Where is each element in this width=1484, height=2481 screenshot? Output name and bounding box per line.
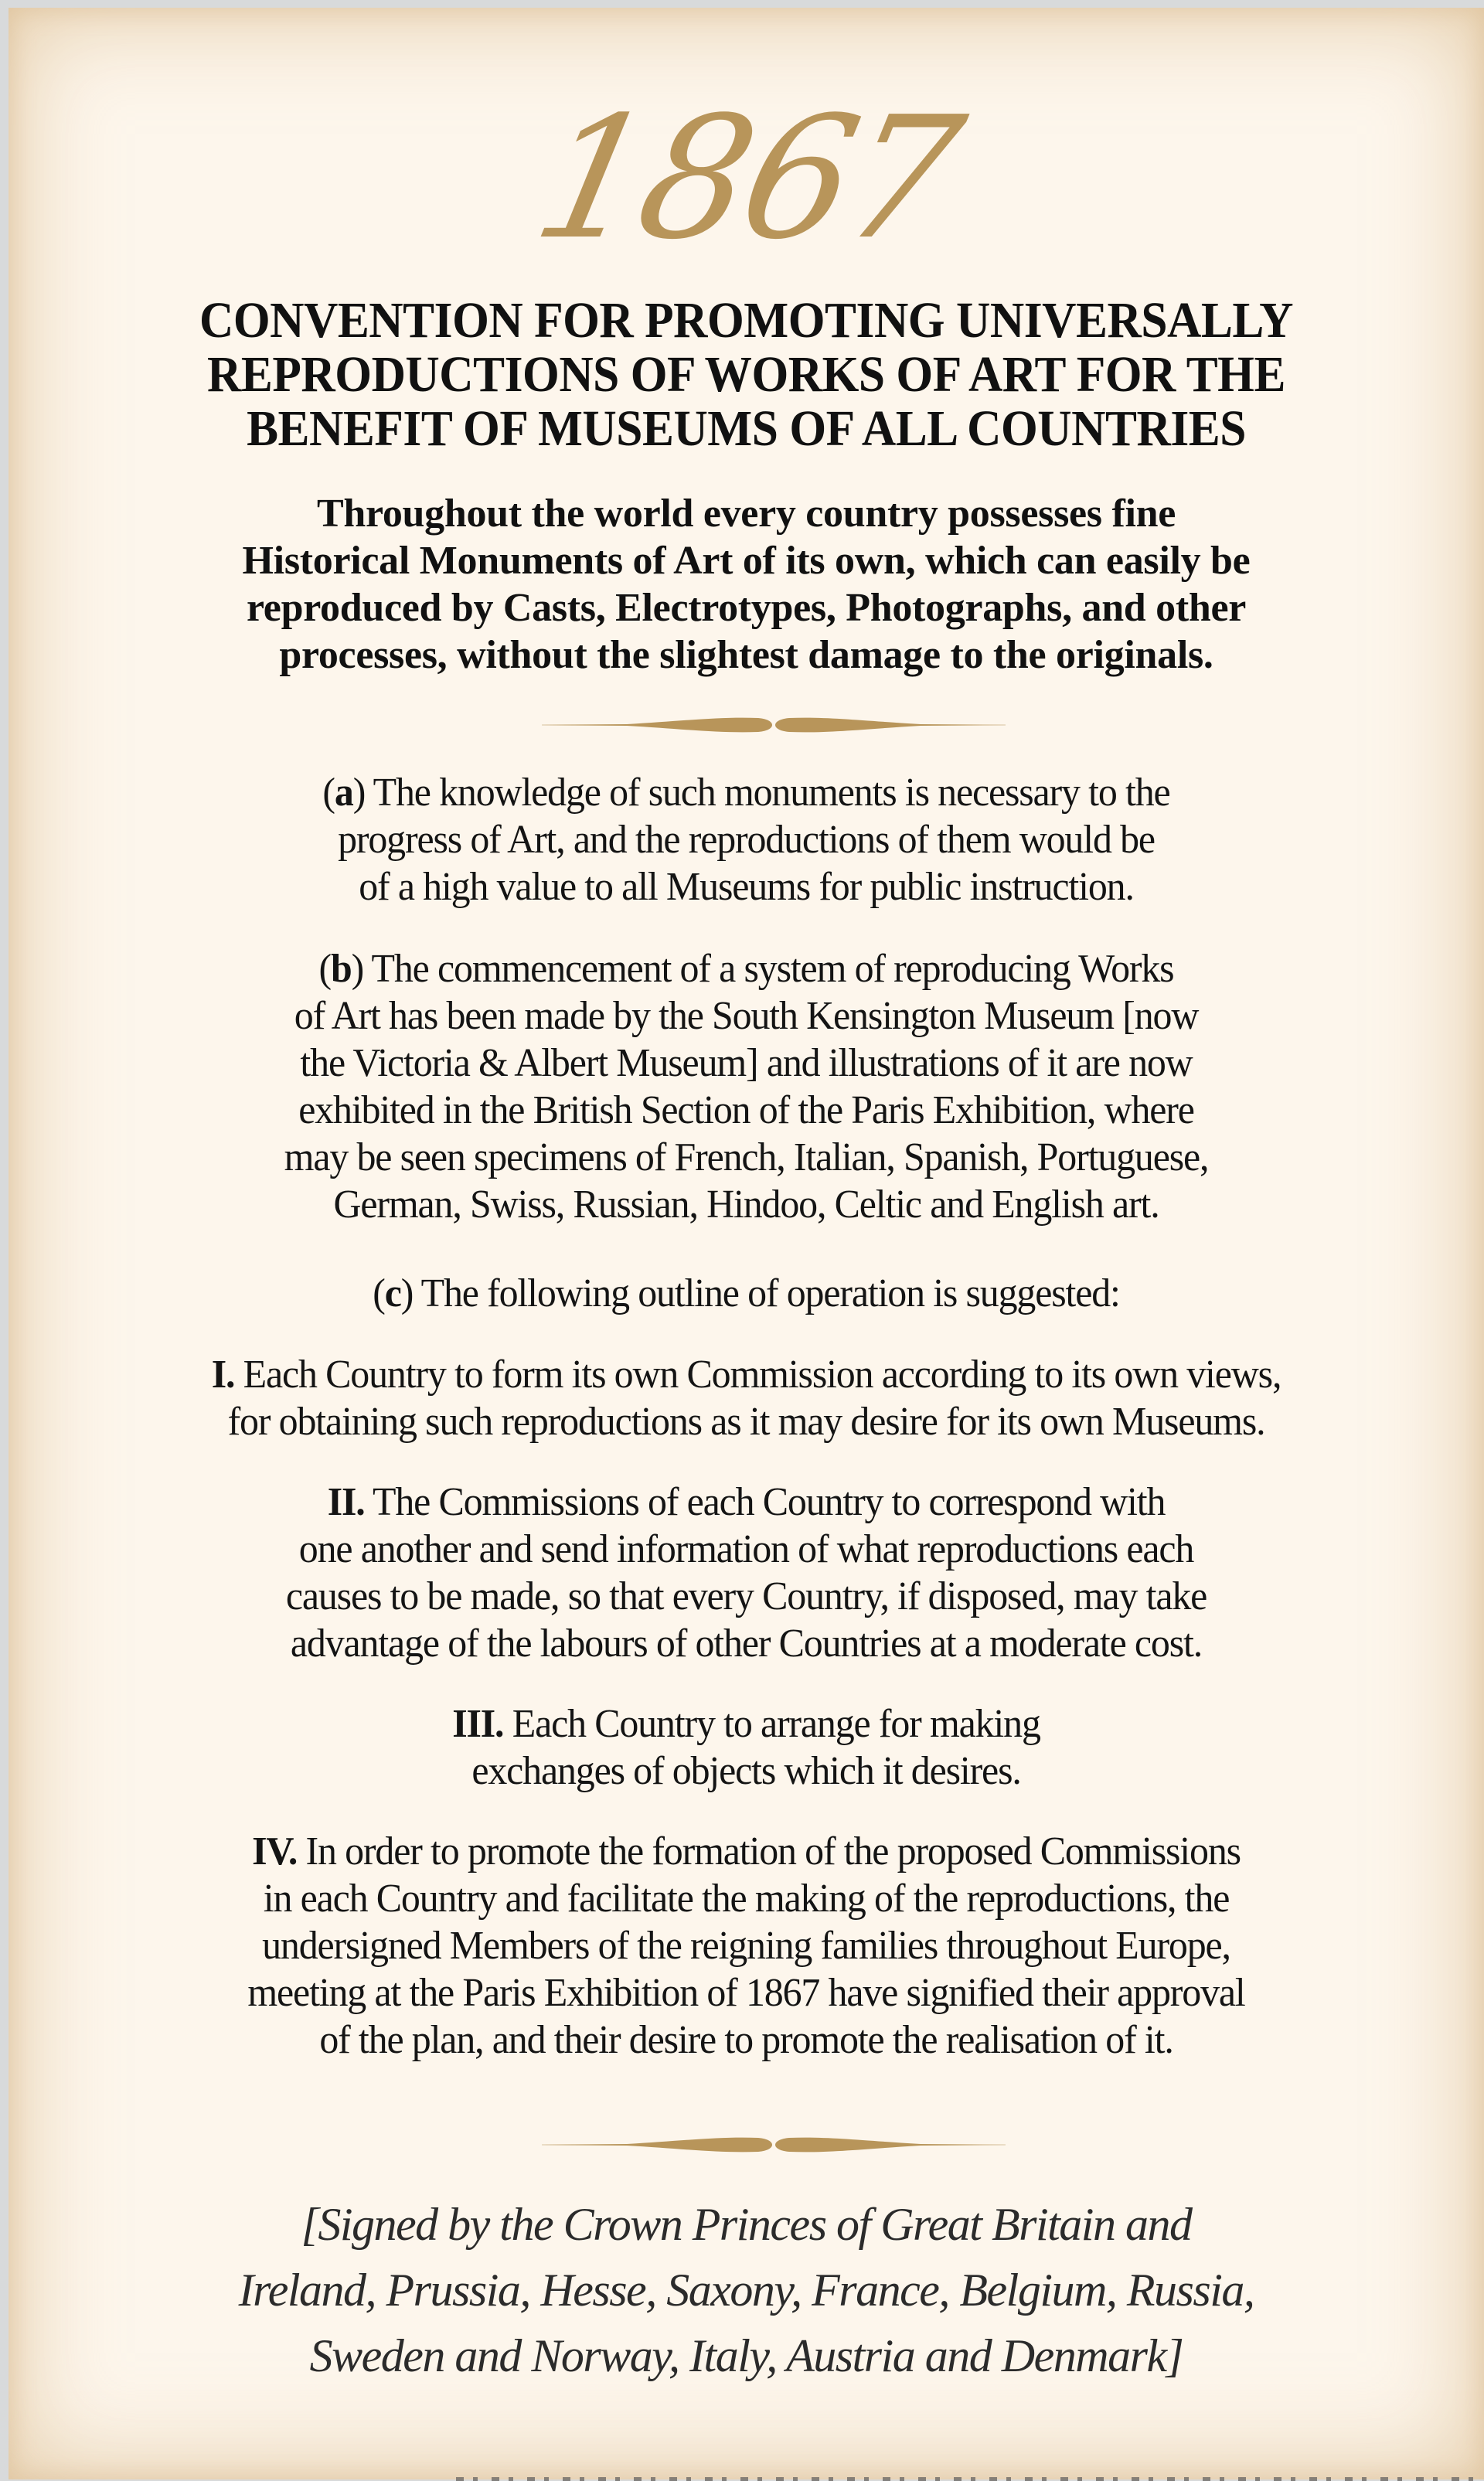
section-text: The following outline of operation is suggested:: [420, 1271, 1120, 1315]
section-a-line: of a high value to all Museums for public instruction.: [359, 865, 1134, 909]
intro-line: Throughout the world every country possesses fine: [316, 492, 1176, 536]
section-IV-line: in each Country and facilitate the making of the reproductions, the: [263, 1877, 1230, 1921]
section-I-line: [38, 1351, 1455, 1398]
title-line: BENEFIT OF MUSEUMS OF ALL COUNTRIES: [247, 400, 1246, 457]
section-IV-line: of the plan, and their desire to promote the realisation of it.: [319, 2018, 1173, 2062]
section-text: The Commissions of each Country to correspond with: [373, 1480, 1166, 1524]
section-II-line: one another and send information of what reproductions each: [298, 1527, 1194, 1571]
section-I-line: for obtaining such reproductions as it may desire for its own Museums.: [227, 1400, 1265, 1444]
signature-block: [9, 2192, 1484, 2389]
ornamental-divider-icon: [542, 713, 1006, 737]
section-text: Each Country to form its own Commission according to its own views,: [243, 1353, 1281, 1397]
section-b-line: may be seen specimens of French, Italian, Spanish, Portuguese,: [284, 1135, 1209, 1179]
section-I: [38, 1351, 1455, 1445]
clipped-next-content: [456, 2477, 1484, 2481]
section-text: The commencement of a system of reproducing Works: [371, 947, 1174, 991]
section-b-line: of Art has been made by the South Kensington Museum [now: [294, 994, 1199, 1038]
section-III: [38, 1700, 1455, 1795]
section-IV-line: undersigned Members of the reigning families throughout Europe,: [262, 1924, 1230, 1968]
section-a-line: progress of Art, and the reproductions of them would be: [338, 818, 1155, 862]
intro-line: processes, without the slightest damage to the originals.: [279, 633, 1213, 677]
intro-line: Historical Monuments of Art of its own, which can easily be: [242, 539, 1251, 583]
section-marker: I.: [211, 1353, 235, 1397]
intro-line: reproduced by Casts, Electrotypes, Photographs, and other: [246, 586, 1247, 630]
convention-card: [9, 8, 1484, 2479]
section-III-line: exchanges of objects which it desires.: [471, 1749, 1021, 1793]
document-title: [60, 294, 1432, 456]
section-III-line: [38, 1700, 1455, 1748]
section-c-line: (c) The following outline of operation is suggested:: [373, 1271, 1120, 1315]
section-b-line: exhibited in the British Section of the Paris Exhibition, where: [298, 1088, 1194, 1132]
intro-paragraph: [9, 490, 1484, 679]
section-text: Each Country to arrange for making: [512, 1702, 1040, 1746]
section-text: In order to promote the formation of the proposed Commissions: [305, 1829, 1241, 1874]
section-b-line: German, Swiss, Russian, Hindoo, Celtic and English art.: [333, 1183, 1159, 1227]
signature-line: Sweden and Norway, Italy, Austria and Denmark]: [309, 2330, 1183, 2381]
year-heading: 1867: [520, 81, 972, 277]
section-II-line: advantage of the labours of other Countries at a moderate cost.: [290, 1622, 1203, 1666]
section-II-line: causes to be made, so that every Country, if disposed, may take: [285, 1574, 1207, 1618]
section-b-line: the Victoria & Albert Museum] and illustrations of it are now: [300, 1041, 1193, 1085]
section-b: [38, 945, 1455, 1228]
section-marker: III.: [452, 1702, 504, 1746]
section-marker: b: [331, 947, 352, 991]
title-line: CONVENTION FOR PROMOTING UNIVERSALLY: [199, 292, 1294, 349]
section-b-line: (b) The commencement of a system of reproducing Works: [318, 947, 1174, 991]
section-marker: IV.: [252, 1829, 298, 1874]
section-IV-line: meeting at the Paris Exhibition of 1867 have signified their approval: [247, 1971, 1245, 2015]
section-II: [38, 1479, 1455, 1667]
section-a: [38, 769, 1455, 910]
section-c: [38, 1270, 1455, 1317]
signature-line: [Signed by the Crown Princes of Great Britain and: [301, 2199, 1192, 2250]
signature-line: Ireland, Prussia, Hesse, Saxony, France, Belgium, Russia,: [238, 2265, 1254, 2316]
section-text: The knowledge of such monuments is necessary to the: [373, 771, 1170, 815]
title-line: REPRODUCTIONS OF WORKS OF ART FOR THE: [207, 346, 1285, 403]
section-marker: II.: [327, 1480, 365, 1524]
section-a-line: (a) The knowledge of such monuments is necessary to the: [322, 771, 1170, 815]
section-IV: [38, 1828, 1455, 2064]
section-marker: a: [334, 771, 353, 815]
ornamental-divider-icon: [542, 2133, 1006, 2156]
section-II-line: [38, 1479, 1455, 1526]
section-IV-line: [38, 1828, 1455, 1875]
section-marker: c: [384, 1271, 401, 1315]
